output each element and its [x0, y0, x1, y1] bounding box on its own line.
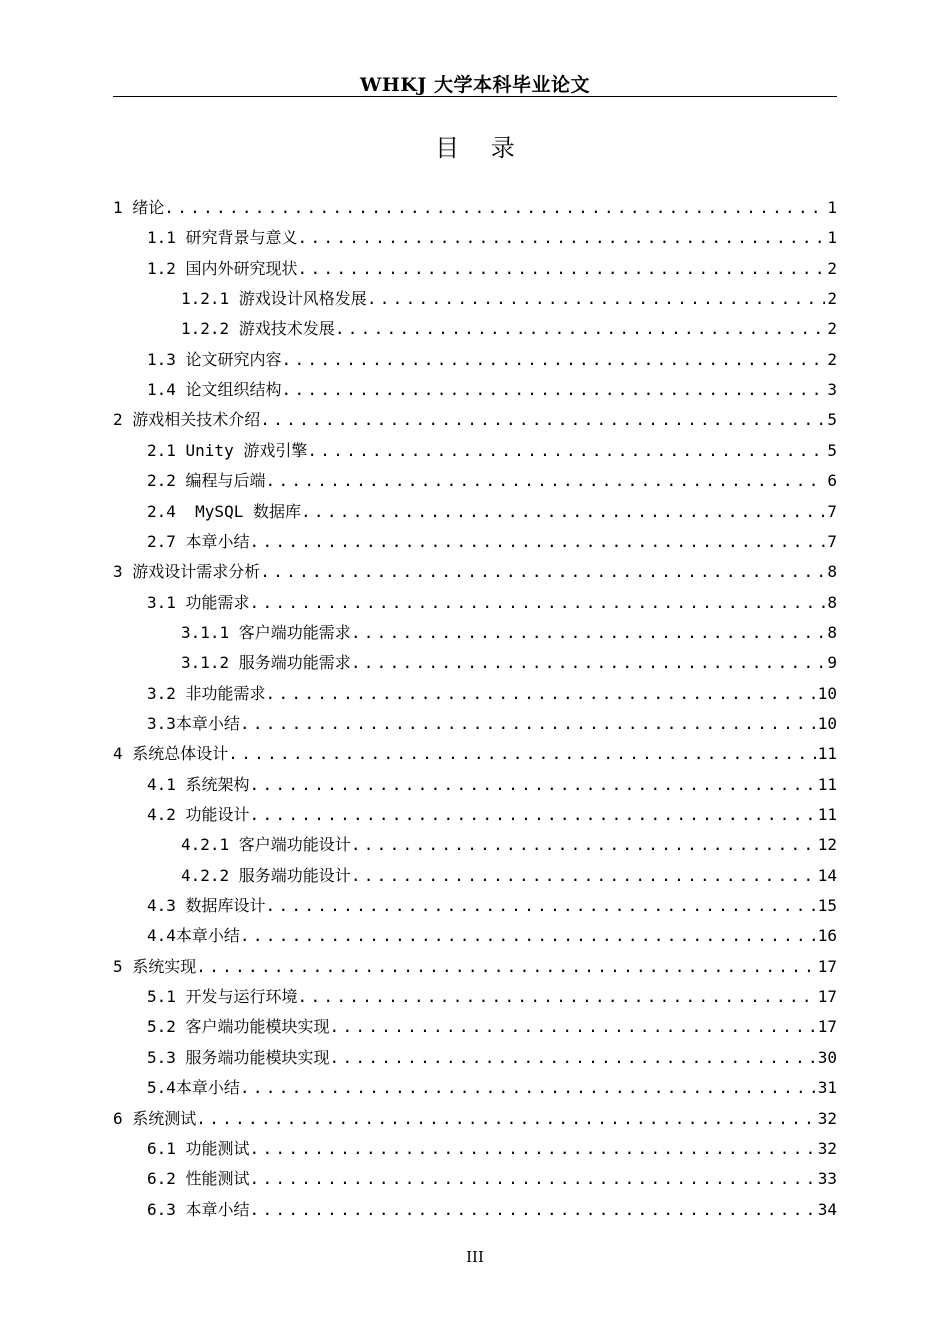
toc-entry-title: 4.3 数据库设计: [147, 896, 266, 916]
toc-entry-title: 5.1 开发与运行环境: [147, 987, 298, 1007]
toc-entry[interactable]: [113, 739, 837, 769]
toc-entry[interactable]: [147, 1164, 837, 1194]
toc-entry-page: 8: [827, 592, 837, 612]
toc-entry-page: 10: [817, 713, 837, 733]
toc-dot-leader: [266, 679, 816, 709]
toc-entry-page: 5: [827, 410, 837, 430]
toc-entry[interactable]: [147, 1195, 837, 1225]
toc-entry[interactable]: [147, 436, 837, 466]
toc-entry-page: 2: [827, 289, 837, 309]
toc-entry-page: 1: [827, 198, 837, 217]
toc-dot-leader: [330, 1043, 816, 1073]
toc-dot-leader: [260, 557, 825, 587]
toc-dot-leader: [196, 1104, 815, 1134]
toc-entry[interactable]: [181, 648, 837, 678]
toc-entry-title: 3.1.2 服务端功能需求: [181, 653, 351, 673]
toc-entry-title: 6.3 本章小结: [147, 1199, 250, 1219]
toc-entry-title: 4.2 功能设计: [147, 805, 250, 824]
header-rule: [113, 96, 837, 97]
toc-entry-title: 3.1.1 客户端功能需求: [181, 622, 351, 642]
toc-entry-title: 1.1 研究背景与意义: [147, 228, 298, 248]
toc-entry-page: 31: [817, 1078, 837, 1098]
toc-dot-leader: [240, 1073, 816, 1103]
toc-entry-title: 6 系统测试: [113, 1108, 197, 1128]
toc-dot-leader: [351, 830, 816, 860]
toc-dot-leader: [351, 618, 826, 648]
toc-entry-page: 7: [827, 501, 837, 521]
toc-entry-page: 2: [827, 319, 837, 339]
toc-entry[interactable]: [113, 952, 837, 982]
toc-entry-title: 1.3 论文研究内容: [147, 349, 282, 369]
toc-entry-page: 32: [817, 1138, 837, 1158]
toc-entry-page: 8: [827, 622, 837, 642]
toc-entry[interactable]: [147, 1043, 837, 1073]
toc-entry-page: 34: [817, 1199, 837, 1219]
running-header-title: WHKJ 大学本科毕业论文: [360, 74, 590, 96]
toc-dot-leader: [250, 770, 816, 800]
toc-dot-leader: [266, 891, 816, 921]
toc-dot-leader: [228, 739, 815, 769]
toc-entry-page: 10: [817, 683, 837, 703]
toc-dot-leader: [250, 527, 826, 557]
toc-entry[interactable]: [147, 679, 837, 709]
toc-entry[interactable]: [147, 345, 837, 375]
toc-entry-page: 6: [827, 471, 837, 491]
toc-entry-page: 11: [817, 805, 837, 824]
toc-entry-page: 2: [827, 349, 837, 369]
toc-dot-leader: [266, 466, 826, 496]
toc-entry-page: 1: [827, 228, 837, 248]
toc-entry[interactable]: [181, 861, 837, 891]
toc-entry-page: 33: [817, 1169, 837, 1189]
toc-entry[interactable]: [147, 466, 837, 496]
toc-entry-title: 1.2 国内外研究现状: [147, 258, 298, 278]
toc-entry-title: 2.7 本章小结: [147, 531, 250, 551]
toc-entry[interactable]: [147, 375, 837, 405]
toc-entry-page: 5: [827, 440, 837, 460]
toc-dot-leader: [250, 588, 826, 618]
toc-entry-page: 32: [817, 1108, 837, 1128]
toc-entry-page: 30: [817, 1047, 837, 1067]
toc-entry-title: 3.1 功能需求: [147, 592, 250, 612]
toc-entry-page: 2: [827, 258, 837, 278]
toc-entry-page: 17: [817, 987, 837, 1007]
toc-entry-page: 16: [817, 926, 837, 946]
toc-entry[interactable]: [147, 1134, 837, 1164]
toc-entry-page: 17: [817, 1017, 837, 1037]
toc-entry-title: 5.2 客户端功能模块实现: [147, 1017, 330, 1037]
toc-entry-title: 1.4 论文组织结构: [147, 380, 282, 400]
toc-entry-title: 1.2.2 游戏技术发展: [181, 319, 335, 339]
toc-entry[interactable]: [147, 770, 837, 800]
toc-entry[interactable]: [113, 405, 837, 435]
toc-dot-leader: [298, 982, 816, 1012]
toc-dot-leader: [282, 345, 826, 375]
toc-entry[interactable]: [147, 921, 837, 951]
toc-entry[interactable]: [147, 982, 837, 1012]
toc-entry-page: 14: [817, 865, 837, 885]
toc-entry-title: 6.2 性能测试: [147, 1169, 250, 1189]
toc-entry-title: 4 系统总体设计: [113, 744, 229, 764]
footer-page-number: III: [466, 1248, 484, 1266]
toc-entry-title: 6.1 功能测试: [147, 1138, 250, 1158]
toc-entry[interactable]: [113, 557, 837, 587]
toc-dot-leader: [298, 223, 826, 253]
toc-entry-page: 9: [827, 653, 837, 673]
toc-entry-page: 11: [817, 774, 837, 794]
toc-entry-page: 11: [817, 744, 837, 764]
toc-entry[interactable]: [147, 891, 837, 921]
toc-entry-title: 2.2 编程与后端: [147, 471, 266, 491]
toc-dot-leader: [330, 1012, 816, 1042]
toc-entry-title: 5.3 服务端功能模块实现: [147, 1047, 330, 1067]
toc-entry[interactable]: [113, 1104, 837, 1134]
toc-entry-title: 2.1 Unity 游戏引擎: [147, 440, 308, 460]
toc-dot-leader: [250, 800, 816, 830]
toc-dot-leader: [335, 314, 826, 344]
toc-dot-leader: [301, 497, 825, 527]
toc-entry[interactable]: [181, 830, 837, 860]
toc-dot-leader: [351, 648, 826, 678]
toc-entry-title: 3 游戏设计需求分析: [113, 562, 261, 582]
toc-dot-leader: [250, 1195, 816, 1225]
toc-entry-title: 1 绪论: [113, 198, 165, 217]
toc-dot-leader: [240, 921, 816, 951]
toc-dot-leader: [298, 254, 826, 284]
toc-dot-leader: [250, 1134, 816, 1164]
toc-entry-title: 1.2.1 游戏设计风格发展: [181, 289, 367, 309]
toc-dot-leader: [250, 1164, 816, 1194]
toc-entry-page: 3: [827, 380, 837, 400]
toc-dot-leader: [351, 861, 816, 891]
toc-dot-leader: [240, 709, 816, 739]
toc-entry-page: 7: [827, 531, 837, 551]
toc-entry-title: 4.4本章小结: [147, 926, 240, 946]
toc-entry-title: 3.3本章小结: [147, 713, 240, 733]
toc-entry[interactable]: [147, 254, 837, 284]
toc-entry[interactable]: [113, 193, 837, 223]
toc-entry-title: 4.2.1 客户端功能设计: [181, 835, 351, 855]
toc-entry-title: 2 游戏相关技术介绍: [113, 410, 261, 430]
toc-entry-page: 8: [827, 562, 837, 582]
toc-entry-page: 17: [817, 956, 837, 976]
toc-entry[interactable]: [181, 618, 837, 648]
toc-dot-leader: [282, 375, 826, 405]
toc-entry-title: 5.4本章小结: [147, 1078, 240, 1098]
toc-entry[interactable]: [147, 527, 837, 557]
toc-entry[interactable]: [147, 1073, 837, 1103]
toc-entry-page: 12: [817, 835, 837, 855]
toc-dot-leader: [307, 436, 825, 466]
toc-entry[interactable]: [181, 314, 837, 344]
toc-entry[interactable]: [147, 588, 837, 618]
toc-entry[interactable]: [147, 223, 837, 253]
toc-entry[interactable]: [181, 284, 837, 314]
toc-entry[interactable]: [147, 800, 837, 830]
toc-dot-leader: [164, 193, 825, 223]
toc-entry[interactable]: [147, 1012, 837, 1042]
toc-entry-page: 15: [817, 896, 837, 916]
toc-dot-leader: [260, 405, 825, 435]
toc-entry[interactable]: [147, 709, 837, 739]
toc-entry-title: 4.2.2 服务端功能设计: [181, 865, 351, 885]
toc-dot-leader: [367, 284, 826, 314]
toc-title: 目 录: [435, 134, 527, 162]
toc-entry[interactable]: [147, 497, 837, 527]
toc-entry-title: 5 系统实现: [113, 956, 197, 976]
toc-entry-title: 2.4 MySQL 数据库: [147, 501, 301, 521]
toc-entry-title: 3.2 非功能需求: [147, 683, 266, 703]
toc-entry-title: 4.1 系统架构: [147, 774, 250, 794]
toc-dot-leader: [196, 952, 815, 982]
